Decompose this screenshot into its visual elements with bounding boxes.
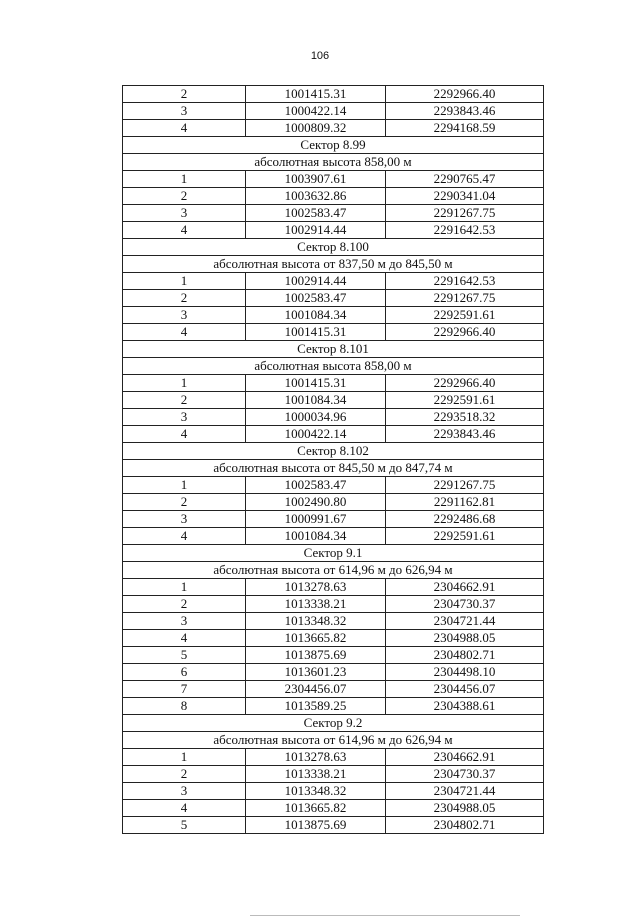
table-row xyxy=(123,86,544,103)
x-coordinate-cell: 1000422.14 xyxy=(246,426,386,443)
sector-title-row xyxy=(123,137,544,154)
point-number-cell: 8 xyxy=(123,698,246,715)
table-row xyxy=(123,120,544,137)
table-row xyxy=(123,783,544,800)
point-number-cell: 2 xyxy=(123,188,246,205)
y-coordinate-cell: 2291267.75 xyxy=(386,290,544,307)
y-coordinate-cell: 2291642.53 xyxy=(386,222,544,239)
sector-height: абсолютная высота от 614,96 м до 626,94 м xyxy=(123,732,544,749)
point-number-cell: 4 xyxy=(123,324,246,341)
y-coordinate-cell: 2292591.61 xyxy=(386,528,544,545)
sector-title-row xyxy=(123,239,544,256)
point-number-cell: 2 xyxy=(123,494,246,511)
x-coordinate-cell: 1013665.82 xyxy=(246,630,386,647)
y-coordinate-cell: 2304456.07 xyxy=(386,681,544,698)
point-number-cell: 1 xyxy=(123,273,246,290)
x-coordinate-cell: 1001415.31 xyxy=(246,324,386,341)
x-coordinate-cell: 1002583.47 xyxy=(246,205,386,222)
x-coordinate-cell: 1003907.61 xyxy=(246,171,386,188)
x-coordinate-cell: 1002583.47 xyxy=(246,477,386,494)
y-coordinate-cell: 2292591.61 xyxy=(386,392,544,409)
x-coordinate-cell: 1000809.32 xyxy=(246,120,386,137)
table-row xyxy=(123,205,544,222)
y-coordinate-cell: 2291642.53 xyxy=(386,273,544,290)
sector-height-row xyxy=(123,732,544,749)
y-coordinate-cell: 2292966.40 xyxy=(386,375,544,392)
y-coordinate-cell: 2291267.75 xyxy=(386,477,544,494)
point-number-cell: 3 xyxy=(123,511,246,528)
point-number-cell: 4 xyxy=(123,222,246,239)
y-coordinate-cell: 2304388.61 xyxy=(386,698,544,715)
x-coordinate-cell: 1013875.69 xyxy=(246,647,386,664)
y-coordinate-cell: 2293843.46 xyxy=(386,103,544,120)
point-number-cell: 1 xyxy=(123,375,246,392)
table-row xyxy=(123,494,544,511)
x-coordinate-cell: 1001084.34 xyxy=(246,307,386,324)
sector-height: абсолютная высота 858,00 м xyxy=(123,154,544,171)
x-coordinate-cell: 1000991.67 xyxy=(246,511,386,528)
table-row xyxy=(123,171,544,188)
point-number-cell: 2 xyxy=(123,392,246,409)
table-row xyxy=(123,749,544,766)
sector-height: абсолютная высота от 845,50 м до 847,74 м xyxy=(123,460,544,477)
y-coordinate-cell: 2304802.71 xyxy=(386,817,544,834)
x-coordinate-cell: 1001415.31 xyxy=(246,375,386,392)
table-row xyxy=(123,664,544,681)
table-row xyxy=(123,528,544,545)
sector-title: Сектор 8.100 xyxy=(123,239,544,256)
table-row xyxy=(123,511,544,528)
sector-height: абсолютная высота от 837,50 м до 845,50 м xyxy=(123,256,544,273)
sector-height: абсолютная высота от 614,96 м до 626,94 м xyxy=(123,562,544,579)
x-coordinate-cell: 1013875.69 xyxy=(246,817,386,834)
table-row xyxy=(123,188,544,205)
y-coordinate-cell: 2304662.91 xyxy=(386,579,544,596)
y-coordinate-cell: 2304988.05 xyxy=(386,630,544,647)
y-coordinate-cell: 2294168.59 xyxy=(386,120,544,137)
y-coordinate-cell: 2304802.71 xyxy=(386,647,544,664)
table-row xyxy=(123,273,544,290)
table-row xyxy=(123,103,544,120)
point-number-cell: 3 xyxy=(123,613,246,630)
x-coordinate-cell: 1013338.21 xyxy=(246,596,386,613)
table-row xyxy=(123,817,544,834)
x-coordinate-cell: 1013278.63 xyxy=(246,579,386,596)
sector-height-row xyxy=(123,358,544,375)
table-row xyxy=(123,477,544,494)
y-coordinate-cell: 2290765.47 xyxy=(386,171,544,188)
point-number-cell: 3 xyxy=(123,409,246,426)
point-number-cell: 6 xyxy=(123,664,246,681)
y-coordinate-cell: 2304662.91 xyxy=(386,749,544,766)
coordinates-table xyxy=(122,85,544,834)
y-coordinate-cell: 2304988.05 xyxy=(386,800,544,817)
page-bottom-rule xyxy=(250,915,520,916)
sector-height-row xyxy=(123,460,544,477)
y-coordinate-cell: 2291267.75 xyxy=(386,205,544,222)
sector-title: Сектор 8.99 xyxy=(123,137,544,154)
x-coordinate-cell: 1013601.23 xyxy=(246,664,386,681)
table-row xyxy=(123,596,544,613)
table-row xyxy=(123,375,544,392)
y-coordinate-cell: 2292486.68 xyxy=(386,511,544,528)
point-number-cell: 7 xyxy=(123,681,246,698)
point-number-cell: 4 xyxy=(123,528,246,545)
point-number-cell: 3 xyxy=(123,783,246,800)
table-row xyxy=(123,698,544,715)
x-coordinate-cell: 1013348.32 xyxy=(246,783,386,800)
point-number-cell: 2 xyxy=(123,290,246,307)
table-row xyxy=(123,800,544,817)
sector-height-row xyxy=(123,256,544,273)
x-coordinate-cell: 1013589.25 xyxy=(246,698,386,715)
x-coordinate-cell: 1013665.82 xyxy=(246,800,386,817)
sector-title: Сектор 9.2 xyxy=(123,715,544,732)
x-coordinate-cell: 2304456.07 xyxy=(246,681,386,698)
table-row xyxy=(123,579,544,596)
y-coordinate-cell: 2292966.40 xyxy=(386,324,544,341)
x-coordinate-cell: 1000422.14 xyxy=(246,103,386,120)
sector-height-row xyxy=(123,154,544,171)
sector-title: Сектор 8.102 xyxy=(123,443,544,460)
table-row xyxy=(123,290,544,307)
point-number-cell: 2 xyxy=(123,596,246,613)
table-row xyxy=(123,630,544,647)
point-number-cell: 3 xyxy=(123,205,246,222)
y-coordinate-cell: 2304721.44 xyxy=(386,783,544,800)
table-row xyxy=(123,766,544,783)
x-coordinate-cell: 1000034.96 xyxy=(246,409,386,426)
x-coordinate-cell: 1013348.32 xyxy=(246,613,386,630)
x-coordinate-cell: 1002914.44 xyxy=(246,273,386,290)
sector-height: абсолютная высота 858,00 м xyxy=(123,358,544,375)
point-number-cell: 1 xyxy=(123,579,246,596)
x-coordinate-cell: 1001084.34 xyxy=(246,392,386,409)
sector-title-row xyxy=(123,545,544,562)
x-coordinate-cell: 1013338.21 xyxy=(246,766,386,783)
x-coordinate-cell: 1002583.47 xyxy=(246,290,386,307)
sector-height-row xyxy=(123,562,544,579)
table-row xyxy=(123,392,544,409)
sector-title: Сектор 9.1 xyxy=(123,545,544,562)
y-coordinate-cell: 2291162.81 xyxy=(386,494,544,511)
point-number-cell: 1 xyxy=(123,749,246,766)
table-row xyxy=(123,222,544,239)
table-row xyxy=(123,324,544,341)
point-number-cell: 2 xyxy=(123,86,246,103)
x-coordinate-cell: 1002914.44 xyxy=(246,222,386,239)
y-coordinate-cell: 2304730.37 xyxy=(386,596,544,613)
point-number-cell: 4 xyxy=(123,426,246,443)
sector-title-row xyxy=(123,443,544,460)
sector-title: Сектор 8.101 xyxy=(123,341,544,358)
table-row xyxy=(123,426,544,443)
point-number-cell: 1 xyxy=(123,171,246,188)
y-coordinate-cell: 2293518.32 xyxy=(386,409,544,426)
point-number-cell: 3 xyxy=(123,307,246,324)
y-coordinate-cell: 2304730.37 xyxy=(386,766,544,783)
y-coordinate-cell: 2293843.46 xyxy=(386,426,544,443)
table-row xyxy=(123,681,544,698)
table-row xyxy=(123,613,544,630)
y-coordinate-cell: 2304721.44 xyxy=(386,613,544,630)
y-coordinate-cell: 2290341.04 xyxy=(386,188,544,205)
x-coordinate-cell: 1002490.80 xyxy=(246,494,386,511)
y-coordinate-cell: 2304498.10 xyxy=(386,664,544,681)
sector-title-row xyxy=(123,715,544,732)
point-number-cell: 2 xyxy=(123,766,246,783)
point-number-cell: 4 xyxy=(123,120,246,137)
point-number-cell: 4 xyxy=(123,630,246,647)
coordinates-table-body xyxy=(123,86,544,834)
sector-title-row xyxy=(123,341,544,358)
point-number-cell: 3 xyxy=(123,103,246,120)
point-number-cell: 4 xyxy=(123,800,246,817)
table-row xyxy=(123,647,544,664)
table-row xyxy=(123,409,544,426)
x-coordinate-cell: 1013278.63 xyxy=(246,749,386,766)
point-number-cell: 5 xyxy=(123,817,246,834)
point-number-cell: 1 xyxy=(123,477,246,494)
table-row xyxy=(123,307,544,324)
y-coordinate-cell: 2292591.61 xyxy=(386,307,544,324)
y-coordinate-cell: 2292966.40 xyxy=(386,86,544,103)
page-number: 106 xyxy=(310,50,330,62)
x-coordinate-cell: 1001084.34 xyxy=(246,528,386,545)
point-number-cell: 5 xyxy=(123,647,246,664)
x-coordinate-cell: 1003632.86 xyxy=(246,188,386,205)
x-coordinate-cell: 1001415.31 xyxy=(246,86,386,103)
